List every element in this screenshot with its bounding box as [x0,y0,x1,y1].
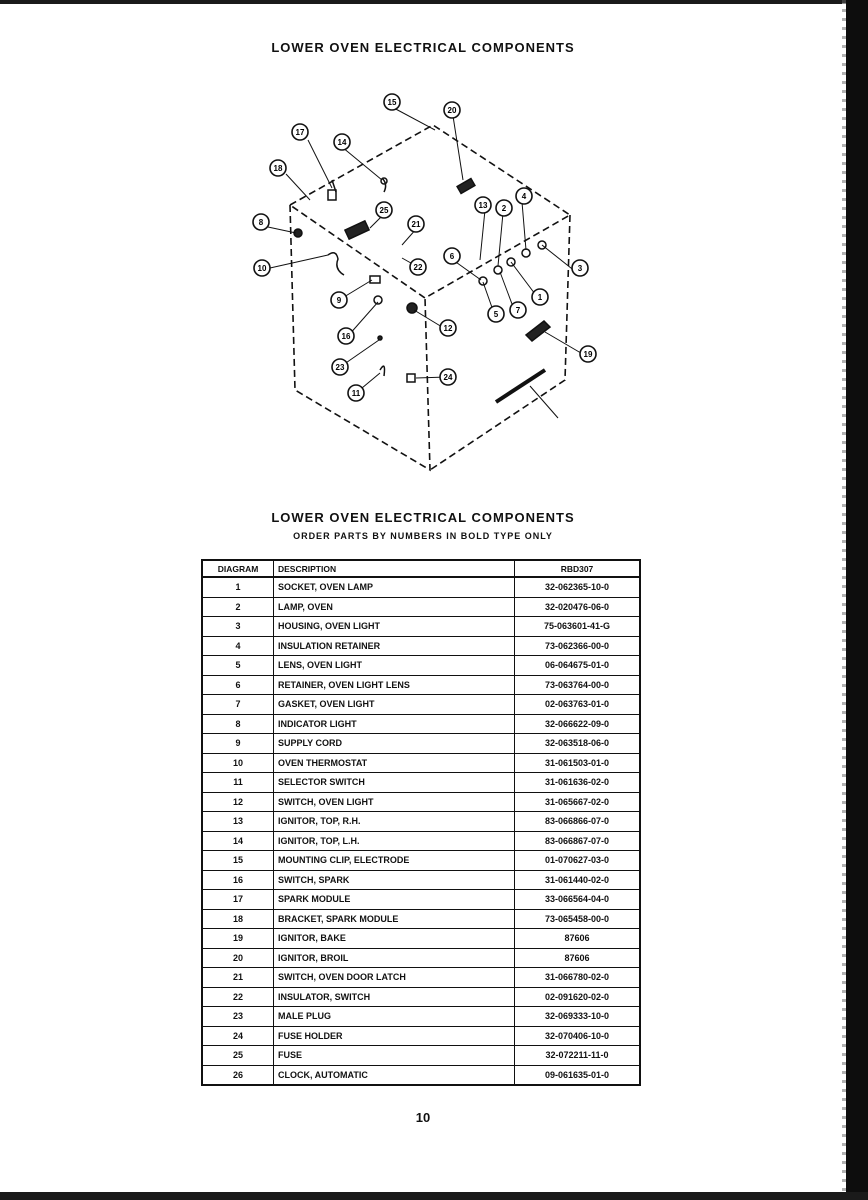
table-row [202,636,640,656]
cell-description: GASKET, OVEN LIGHT [274,695,515,715]
callout-label: 9 [336,296,342,305]
col-header-description: DESCRIPTION [274,560,515,577]
table-row [202,773,640,793]
callout-label: 13 [478,201,488,210]
table-row [202,968,640,988]
callout-label: 14 [337,138,347,147]
callout-bubble [440,369,456,385]
cell-part-number: 87606 [515,929,641,949]
cell-description: LENS, OVEN LIGHT [274,656,515,676]
cell-diagram-number: 6 [202,675,274,695]
callout-label: 21 [411,220,421,229]
page-heading: LOWER OVEN ELECTRICAL COMPONENTS [271,40,575,55]
callout-bubble [384,94,400,110]
cell-part-number: 32-020476-06-0 [515,597,641,617]
cell-diagram-number: 25 [202,1046,274,1066]
cell-description: IGNITOR, TOP, L.H. [274,831,515,851]
cell-part-number: 02-091620-02-0 [515,987,641,1007]
cell-part-number: 87606 [515,948,641,968]
table-header-row [202,560,640,577]
parts-table-body [202,577,640,1085]
callout-label: 18 [273,164,283,173]
callout-label: 12 [443,324,453,333]
callout-bubble [410,259,426,275]
table-row [202,929,640,949]
cell-diagram-number: 24 [202,1026,274,1046]
table-row [202,1026,640,1046]
cell-part-number: 32-062365-10-0 [515,577,641,597]
callout-label: 16 [341,332,351,341]
table-row [202,812,640,832]
callout-bubble [338,328,354,344]
cell-diagram-number: 2 [202,597,274,617]
cell-part-number: 31-065667-02-0 [515,792,641,812]
table-row [202,675,640,695]
cell-part-number: 32-063518-06-0 [515,734,641,754]
callout-label: 6 [449,252,455,261]
cell-description: INDICATOR LIGHT [274,714,515,734]
table-row [202,1065,640,1085]
cell-diagram-number: 17 [202,890,274,910]
callout-label: 4 [521,192,527,201]
cell-diagram-number: 13 [202,812,274,832]
callout-label: 24 [443,373,453,382]
cell-description: IGNITOR, BROIL [274,948,515,968]
cell-part-number: 31-061503-01-0 [515,753,641,773]
table-subtitle: ORDER PARTS BY NUMBERS IN BOLD TYPE ONLY [293,531,553,541]
cell-diagram-number: 16 [202,870,274,890]
scan-edge-right [846,0,868,1200]
table-row [202,792,640,812]
callout-label: 15 [387,98,397,107]
scan-edge-top [0,0,868,4]
cell-diagram-number: 21 [202,968,274,988]
callout-bubble [408,216,424,232]
callout-label: 25 [379,206,389,215]
cell-part-number: 02-063763-01-0 [515,695,641,715]
callout-label: 1 [537,293,543,302]
callout-bubble [572,260,588,276]
callout-bubble [254,260,270,276]
cell-diagram-number: 23 [202,1007,274,1027]
cell-part-number: 73-063764-00-0 [515,675,641,695]
callout-bubble [440,320,456,336]
cell-diagram-number: 8 [202,714,274,734]
cell-description: SOCKET, OVEN LAMP [274,577,515,597]
cell-description: SUPPLY CORD [274,734,515,754]
cell-description: INSULATOR, SWITCH [274,987,515,1007]
scan-edge-bottom [0,1192,868,1200]
table-row [202,909,640,929]
table-row [202,1046,640,1066]
table-row [202,714,640,734]
callout-bubble [580,346,596,362]
cell-diagram-number: 7 [202,695,274,715]
callout-bubble [253,214,269,230]
cell-part-number: 73-062366-00-0 [515,636,641,656]
callout-label: 10 [257,264,267,273]
table-title: LOWER OVEN ELECTRICAL COMPONENTS [271,510,575,525]
cell-diagram-number: 18 [202,909,274,929]
cell-part-number: 31-066780-02-0 [515,968,641,988]
cell-diagram-number: 26 [202,1065,274,1085]
cell-part-number: 31-061440-02-0 [515,870,641,890]
callout-label: 8 [258,218,264,227]
cell-diagram-number: 3 [202,617,274,637]
table-row [202,617,640,637]
callout-label: 22 [413,263,423,272]
cell-description: BRACKET, SPARK MODULE [274,909,515,929]
cell-diagram-number: 9 [202,734,274,754]
cell-part-number: 32-072211-11-0 [515,1046,641,1066]
cell-description: SPARK MODULE [274,890,515,910]
table-row [202,831,640,851]
cell-diagram-number: 11 [202,773,274,793]
cell-diagram-number: 10 [202,753,274,773]
table-row [202,753,640,773]
cell-diagram-number: 19 [202,929,274,949]
callout-label: 20 [447,106,457,115]
callout-label: 23 [335,363,345,372]
cell-description: SELECTOR SWITCH [274,773,515,793]
table-row [202,656,640,676]
callout-label: 17 [295,128,305,137]
cell-diagram-number: 22 [202,987,274,1007]
cell-part-number: 32-069333-10-0 [515,1007,641,1027]
parts-table [201,559,641,1086]
callout-bubble [332,359,348,375]
cell-description: IGNITOR, BAKE [274,929,515,949]
col-header-diagram: DIAGRAM [202,560,274,577]
cell-description: CLOCK, AUTOMATIC [274,1065,515,1085]
table-row [202,1007,640,1027]
callout-bubble [331,292,347,308]
cell-description: IGNITOR, TOP, R.H. [274,812,515,832]
callout-label: 3 [577,264,583,273]
cell-part-number: 32-066622-09-0 [515,714,641,734]
cell-part-number: 09-061635-01-0 [515,1065,641,1085]
callout-bubble [516,188,532,204]
cell-part-number: 75-063601-41-G [515,617,641,637]
cell-part-number: 31-061636-02-0 [515,773,641,793]
callout-bubble [444,102,460,118]
cell-diagram-number: 15 [202,851,274,871]
callout-bubble [376,202,392,218]
callout-label: 11 [351,389,361,398]
callout-label: 5 [493,310,499,319]
callout-bubble [475,197,491,213]
callout-label: 2 [501,204,507,213]
table-row [202,870,640,890]
cell-description: HOUSING, OVEN LIGHT [274,617,515,637]
cell-description: FUSE HOLDER [274,1026,515,1046]
cell-description: SWITCH, OVEN DOOR LATCH [274,968,515,988]
cell-part-number: 83-066866-07-0 [515,812,641,832]
callout-bubble [334,134,350,150]
callout-label: 19 [583,350,593,359]
callout-bubble [270,160,286,176]
callout-bubble [496,200,512,216]
cell-diagram-number: 5 [202,656,274,676]
table-row [202,597,640,617]
cell-part-number: 06-064675-01-0 [515,656,641,676]
cell-description: SWITCH, SPARK [274,870,515,890]
cell-diagram-number: 4 [202,636,274,656]
callout-label: 7 [515,306,521,315]
table-row [202,890,640,910]
table-row [202,695,640,715]
cell-diagram-number: 1 [202,577,274,597]
cell-description: MALE PLUG [274,1007,515,1027]
cell-description: INSULATION RETAINER [274,636,515,656]
table-row [202,577,640,597]
cell-description: OVEN THERMOSTAT [274,753,515,773]
callout-bubble [292,124,308,140]
callout-bubble [532,289,548,305]
page-number: 10 [415,1110,431,1125]
cell-part-number: 32-070406-10-0 [515,1026,641,1046]
cell-description: LAMP, OVEN [274,597,515,617]
callout-bubble [510,302,526,318]
table-row [202,948,640,968]
col-header-part-number: RBD307 [515,560,641,577]
callout-bubble [348,385,364,401]
table-row [202,987,640,1007]
callout-bubble [488,306,504,322]
callout-bubble [444,248,460,264]
cell-description: SWITCH, OVEN LIGHT [274,792,515,812]
cell-part-number: 33-066564-04-0 [515,890,641,910]
cell-description: RETAINER, OVEN LIGHT LENS [274,675,515,695]
table-row [202,734,640,754]
table-row [202,851,640,871]
cell-description: MOUNTING CLIP, ELECTRODE [274,851,515,871]
cell-diagram-number: 12 [202,792,274,812]
cell-diagram-number: 14 [202,831,274,851]
cell-part-number: 01-070627-03-0 [515,851,641,871]
cell-description: FUSE [274,1046,515,1066]
cell-part-number: 83-066867-07-0 [515,831,641,851]
cell-part-number: 73-065458-00-0 [515,909,641,929]
cell-diagram-number: 20 [202,948,274,968]
exploded-parts-diagram [240,90,610,490]
